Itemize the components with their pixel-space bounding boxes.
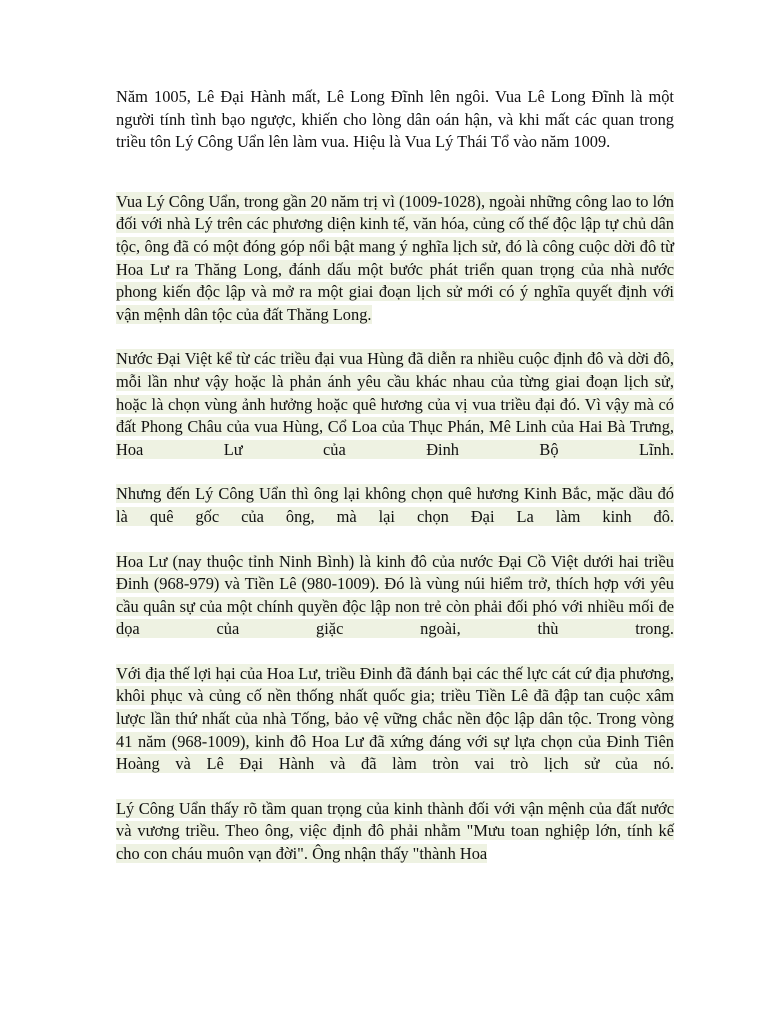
paragraph-spacer — [116, 529, 674, 551]
paragraph-text: Với địa thế lợi hại của Hoa Lư, triều Đinh đã đánh bại các thế lực cát cứ địa phương, khôi phục và củng cố nền thống nhất quốc gia; triều Tiền Lê đã đập tan cuộc xâm lược lần thứ nhất của nhà Tống, bảo vệ vững chắc nền độc lập dân tộc. Trong vòng 41 năm (968-1009), kinh đô Hoa Lư đã xứng đáng với sự lựa chọn của Đinh Tiên Hoàng và Lê Đại Hành và đã làm tròn vai trò lịch sử của nó. — [116, 663, 674, 774]
intro-paragraph: Năm 1005, Lê Đại Hành mất, Lê Long Đĩnh lên ngôi. Vua Lê Long Đĩnh là một người tính tình bạo ngược, khiến cho lòng dân oán hận, và khi mất các quan trong triều tôn Lý Công Uẩn lên làm vua. Hiệu là Vua Lý Thái Tổ vào năm 1009. — [116, 87, 674, 152]
paragraph-hoa-lu — [116, 551, 674, 641]
paragraph-capital-importance — [116, 798, 674, 866]
paragraph-text: Hoa Lư (nay thuộc tỉnh Ninh Bình) là kinh đô của nước Đại Cồ Việt dưới hai triều Đinh (968-979) và Tiền Lê (980-1009). Đó là vùng núi hiểm trở, thích hợp với yêu cầu quân sự của một chính quyền độc lập non trẻ còn phải đối phó với nhiều mối đe dọa của giặc ngoài, thù trong. — [116, 551, 674, 639]
paragraph-spacer — [116, 326, 674, 348]
paragraph-spacer — [116, 776, 674, 798]
document-page — [116, 86, 674, 866]
paragraph-spacer — [116, 641, 674, 663]
paragraph-spacer — [116, 154, 674, 191]
paragraph-hoa-lu-terrain — [116, 663, 674, 776]
paragraph-capital-history — [116, 348, 674, 461]
paragraph-spacer — [116, 461, 674, 483]
paragraph-text: Nước Đại Việt kể từ các triều đại vua Hùng đã diễn ra nhiều cuộc định đô và dời đô, mỗi lần như vậy hoặc là phản ánh yêu cầu khác nhau của từng giai đoạn lịch sử, hoặc là chọn vùng ảnh hưởng hoặc quê hương của vị vua triều đại đó. Vì vậy mà có đất Phong Châu của vua Hùng, Cổ Loa của Thục Phán, Mê Linh của Hai Bà Trưng, Hoa Lư của Đinh Bộ Lĩnh. — [116, 349, 674, 459]
paragraph-text: Nhưng đến Lý Công Uẩn thì ông lại không chọn quê hương Kinh Bắc, mặc dầu đó là quê gốc của ông, mà lại chọn Đại La làm kinh đô. — [116, 484, 674, 526]
paragraph-ly-cong-uan-reign — [116, 191, 674, 327]
paragraph-dai-la-choice — [116, 483, 674, 528]
paragraph-text: Lý Công Uẩn thấy rõ tầm quan trọng của kinh thành đối với vận mệnh của đất nước và vương triều. Theo ông, việc định đô phải nhằm "Mưu toan nghiệp lớn, tính kế cho con cháu muôn vạn đời". Ông nhận thấy "thành Hoa — [116, 798, 674, 864]
paragraph-text: Vua Lý Công Uẩn, trong gần 20 năm trị vì (1009-1028), ngoài những công lao to lớn đối với nhà Lý trên các phương diện kinh tế, văn hóa, củng cố thế độc lập tự chủ dân tộc, ông đã có một đóng góp nổi bật mang ý nghĩa lịch sử, đó là công cuộc dời đô từ Hoa Lư ra Thăng Long, đánh dấu một bước phát triển quan trọng của nhà nước phong kiến độc lập và mở ra một giai đoạn lịch sử mới có ý nghĩa quyết định với vận mệnh dân tộc của đất Thăng Long. — [116, 191, 674, 324]
